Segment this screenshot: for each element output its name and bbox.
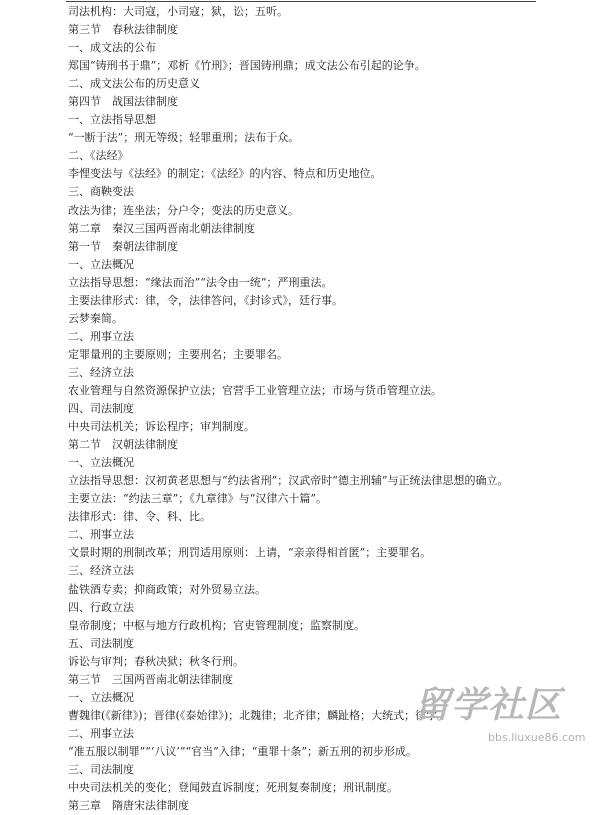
watermark-logo: 留学社区 xyxy=(414,685,563,726)
text-line: 第三节 三国两晋南北朝法律制度 xyxy=(68,672,233,686)
text-line: 四、行政立法 xyxy=(68,600,134,614)
text-line: 主要法律形式：律，令，法律答问，《封诊式》，廷行事。 xyxy=(68,293,343,307)
text-line: 诉讼与审判；春秋决狱；秋冬行刑。 xyxy=(68,654,244,668)
text-line: 郑国“铸刑书于鼎”；邓析《竹刑》；晋国铸刑鼎；成文法公布引起的论争。 xyxy=(68,59,426,73)
text-line: 曹魏律(《新律》)；晋律(《泰始律》)；北魏律；北齐律；麟趾格；大统式；律学。 xyxy=(68,708,449,722)
text-line: 云梦秦简。 xyxy=(68,311,123,325)
text-line: 第四节 战国法律制度 xyxy=(68,95,178,109)
text-line: 一、成文法的公布 xyxy=(68,41,156,55)
text-line: 二、刑事立法 xyxy=(68,528,134,542)
watermark-url: bbs.liuxue86.com xyxy=(488,731,586,744)
text-line: 三、商鞅变法 xyxy=(68,185,134,199)
text-line: 中央司法机关；诉讼程序；审判制度。 xyxy=(68,420,255,434)
text-line: 司法机构：大司寇，小司寇；狱，讼；五听。 xyxy=(68,5,288,18)
text-line: 三、司法制度 xyxy=(68,762,134,776)
text-line: 第二节 汉朝法律制度 xyxy=(68,438,178,452)
text-line: 二、刑事立法 xyxy=(68,329,134,343)
text-line: 法律形式：律、令、科、比。 xyxy=(68,510,211,524)
text-line: 立法指导思想：“缘法而治”“法令由一统”；严刑重法。 xyxy=(68,275,333,289)
top-rule xyxy=(66,1,536,2)
text-line: 定罪量刑的主要原则；主要刑名；主要罪名。 xyxy=(68,347,288,361)
text-line: 二、刑事立法 xyxy=(68,726,134,740)
text-line: 文景时期的刑制改革；刑罚适用原则：上请，“亲亲得相首匿”；主要罪名。 xyxy=(68,546,432,560)
watermark xyxy=(412,683,601,753)
text-line: 三、经济立法 xyxy=(68,564,134,578)
text-line: 农业管理与自然资源保护立法；官营手工业管理立法；市场与货币管理立法。 xyxy=(68,383,442,397)
text-line: 一、立法概况 xyxy=(68,456,134,470)
text-line: 立法指导思想：汉初黄老思想与“约法省刑”；汉武帝时“德主刑辅”与正统法律思想的确立。 xyxy=(68,474,509,488)
text-line: 一、立法指导思想 xyxy=(68,113,156,127)
text-line: 主要立法：“约法三章”；《九章律》与“汉律六十篇”。 xyxy=(68,492,327,506)
text-line: 五、司法制度 xyxy=(68,636,134,650)
text-line: 第三节 春秋法律制度 xyxy=(68,23,178,37)
text-line: 李悝变法与《法经》的制定；《法经》的内容、特点和历史地位。 xyxy=(68,167,382,181)
text-line: 改法为律；连坐法；分户令；变法的历史意义。 xyxy=(68,203,299,217)
text-line: 第二章 秦汉三国两晋南北朝法律制度 xyxy=(68,221,255,235)
text-line: 皇帝制度；中枢与地方行政机构；官吏管理制度；监察制度。 xyxy=(68,618,365,632)
text-line: 中央司法机关的变化；登闻鼓直诉制度；死刑复奏制度；刑讯制度。 xyxy=(68,781,398,795)
text-line: 第三章 隋唐宋法律制度 xyxy=(68,799,189,813)
text-line: 盐铁酒专卖；抑商政策；对外贸易立法。 xyxy=(68,582,266,596)
text-line: 二、《法经》 xyxy=(68,149,129,163)
text-line: 二、成文法公布的历史意义 xyxy=(68,77,200,91)
text-line: 四、司法制度 xyxy=(68,402,134,416)
text-line: “一断于法”；刑无等级；轻罪重刑；法布于众。 xyxy=(68,131,300,145)
text-line: 三、经济立法 xyxy=(68,365,134,379)
text-line: 第一节 秦朝法律制度 xyxy=(68,239,178,253)
text-line: 一、立法概况 xyxy=(68,257,134,271)
text-line: 一、立法概况 xyxy=(68,690,134,704)
text-line: “准五服以制罪”“‘八议’”“官当”入律；“重罪十条”；新五刑的初步形成。 xyxy=(68,744,417,758)
